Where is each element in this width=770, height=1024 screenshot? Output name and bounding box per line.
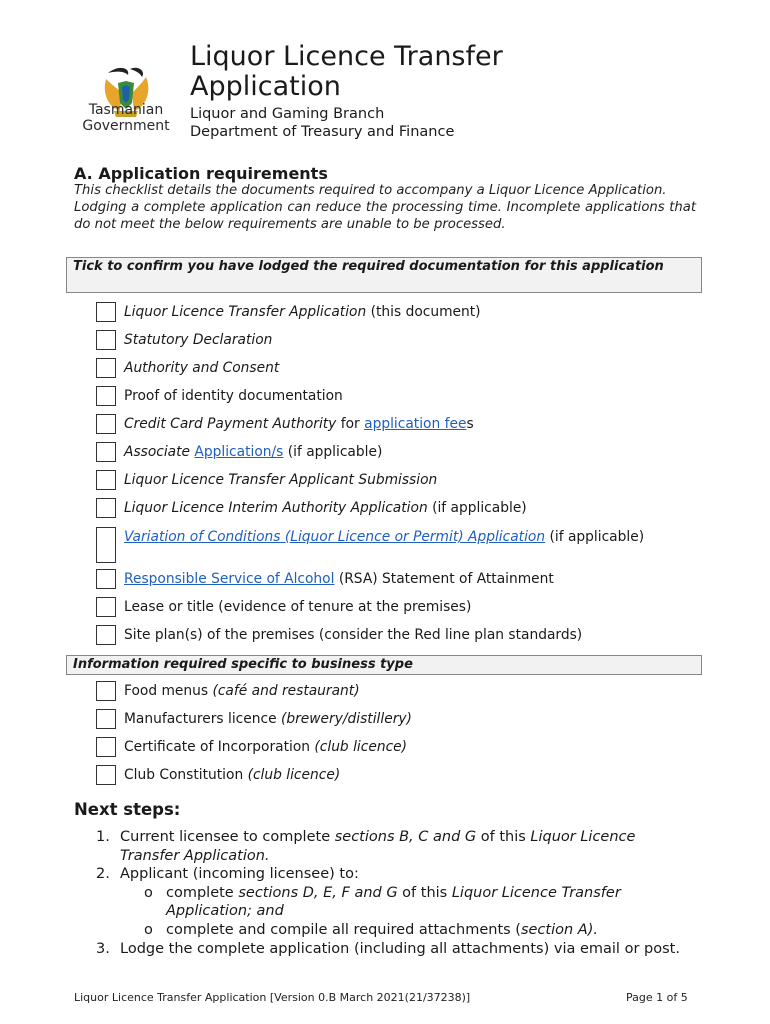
associate-application-link[interactable]: Application/s: [194, 444, 284, 460]
checklist-item-label: Proof of identity documentation: [124, 388, 343, 404]
intro-paragraph-2: Lodging a complete application can reduce the processing time. Incomplete applications that do not meet the below requirements are unable to be processed.: [74, 200, 696, 232]
footer-document-reference: Liquor Licence Transfer Application [Version 0.B March 2021(21/37238)]: [74, 991, 471, 1004]
checklist-item-label: Credit Card Payment Authority for application fees: [124, 416, 474, 432]
checkbox-associate-application[interactable]: [96, 442, 116, 462]
checkbox-rsa[interactable]: [96, 569, 116, 589]
checklist-item-label: Food menus (café and restaurant): [124, 683, 360, 699]
checklist-item-label: Responsible Service of Alcohol (RSA) Statement of Attainment: [124, 571, 554, 587]
branch-name: Liquor and Gaming Branch: [190, 106, 385, 122]
section-a-intro: [74, 182, 696, 233]
checkbox-lease-title[interactable]: [96, 597, 116, 617]
checkbox-transfer-application[interactable]: [96, 302, 116, 322]
checkbox-site-plan[interactable]: [96, 625, 116, 645]
step-2a: o complete sections D, E, F and G of this Liquor Licence Transfer Application; and: [144, 884, 621, 920]
checkbox-statutory-declaration[interactable]: [96, 330, 116, 350]
checkbox-club-constitution[interactable]: [96, 765, 116, 785]
page-title: [190, 42, 503, 102]
business-type-table-header: Information required specific to business type: [66, 655, 702, 675]
title-line-2: Application: [190, 71, 341, 102]
checklist-item-label: Variation of Conditions (Liquor Licence or Permit) Application (if applicable): [124, 529, 645, 545]
step-3: 3. Lodge the complete application (including all attachments) via email or post.: [96, 940, 680, 957]
checkbox-interim-authority[interactable]: [96, 498, 116, 518]
next-steps-list: [96, 828, 696, 958]
checkbox-manufacturers-licence[interactable]: [96, 709, 116, 729]
next-steps-heading: Next steps:: [74, 800, 181, 819]
checkbox-certificate-incorporation[interactable]: [96, 737, 116, 757]
section-a-heading: A. Application requirements: [74, 164, 328, 183]
step-1: 1. Current licensee to complete sections B, C and G of this Liquor Licence Transfer Application.: [96, 829, 636, 864]
intro-paragraph-1: This checklist details the documents required to accompany a Liquor Licence Application.: [74, 183, 667, 198]
checkbox-proof-identity[interactable]: [96, 386, 116, 406]
checklist-item-label: Statutory Declaration: [124, 332, 273, 348]
rsa-link[interactable]: Responsible Service of Alcohol: [124, 571, 335, 587]
checklist-item-label: Site plan(s) of the premises (consider the Red line plan standards): [124, 627, 583, 643]
footer-page-number: Page 1 of 5: [626, 991, 688, 1004]
step-2b: o complete and compile all required attachments (section A).: [144, 921, 598, 938]
step-2: 2. Applicant (incoming licensee) to:: [96, 866, 359, 883]
page-subtitle: [190, 105, 454, 141]
checklist-item-label: Manufacturers licence (brewery/distillery): [124, 711, 412, 727]
checklist-item-label: Liquor Licence Interim Authority Application (if applicable): [124, 500, 527, 516]
checkbox-authority-consent[interactable]: [96, 358, 116, 378]
checklist-item-label: Associate Application/s (if applicable): [124, 444, 383, 460]
checkbox-applicant-submission[interactable]: [96, 470, 116, 490]
checklist-item-label: Liquor Licence Transfer Applicant Submission: [124, 472, 438, 488]
logo-wordmark: [78, 102, 174, 134]
department-name: Department of Treasury and Finance: [190, 124, 455, 140]
variation-conditions-link[interactable]: Variation of Conditions (Liquor Licence or Permit) Application: [124, 529, 546, 545]
logo-line-2: Government: [82, 118, 170, 134]
checklist-item-label: Certificate of Incorporation (club licence): [124, 739, 408, 755]
checklist-item-label: Club Constitution (club licence): [124, 767, 341, 783]
title-line-1: Liquor Licence Transfer: [190, 41, 503, 72]
checkbox-credit-card[interactable]: [96, 414, 116, 434]
application-fees-link[interactable]: application fee: [364, 416, 467, 432]
checkbox-variation-conditions[interactable]: [96, 527, 116, 563]
checklist-item-label: Lease or title (evidence of tenure at the premises): [124, 599, 472, 615]
checkbox-food-menus[interactable]: [96, 681, 116, 701]
checklist-table-header: Tick to confirm you have lodged the required documentation for this application: [66, 257, 702, 293]
logo-line-1: Tasmanian: [88, 102, 164, 118]
checklist-item-label: Liquor Licence Transfer Application (this document): [124, 304, 481, 320]
checklist-item-label: Authority and Consent: [124, 360, 280, 376]
